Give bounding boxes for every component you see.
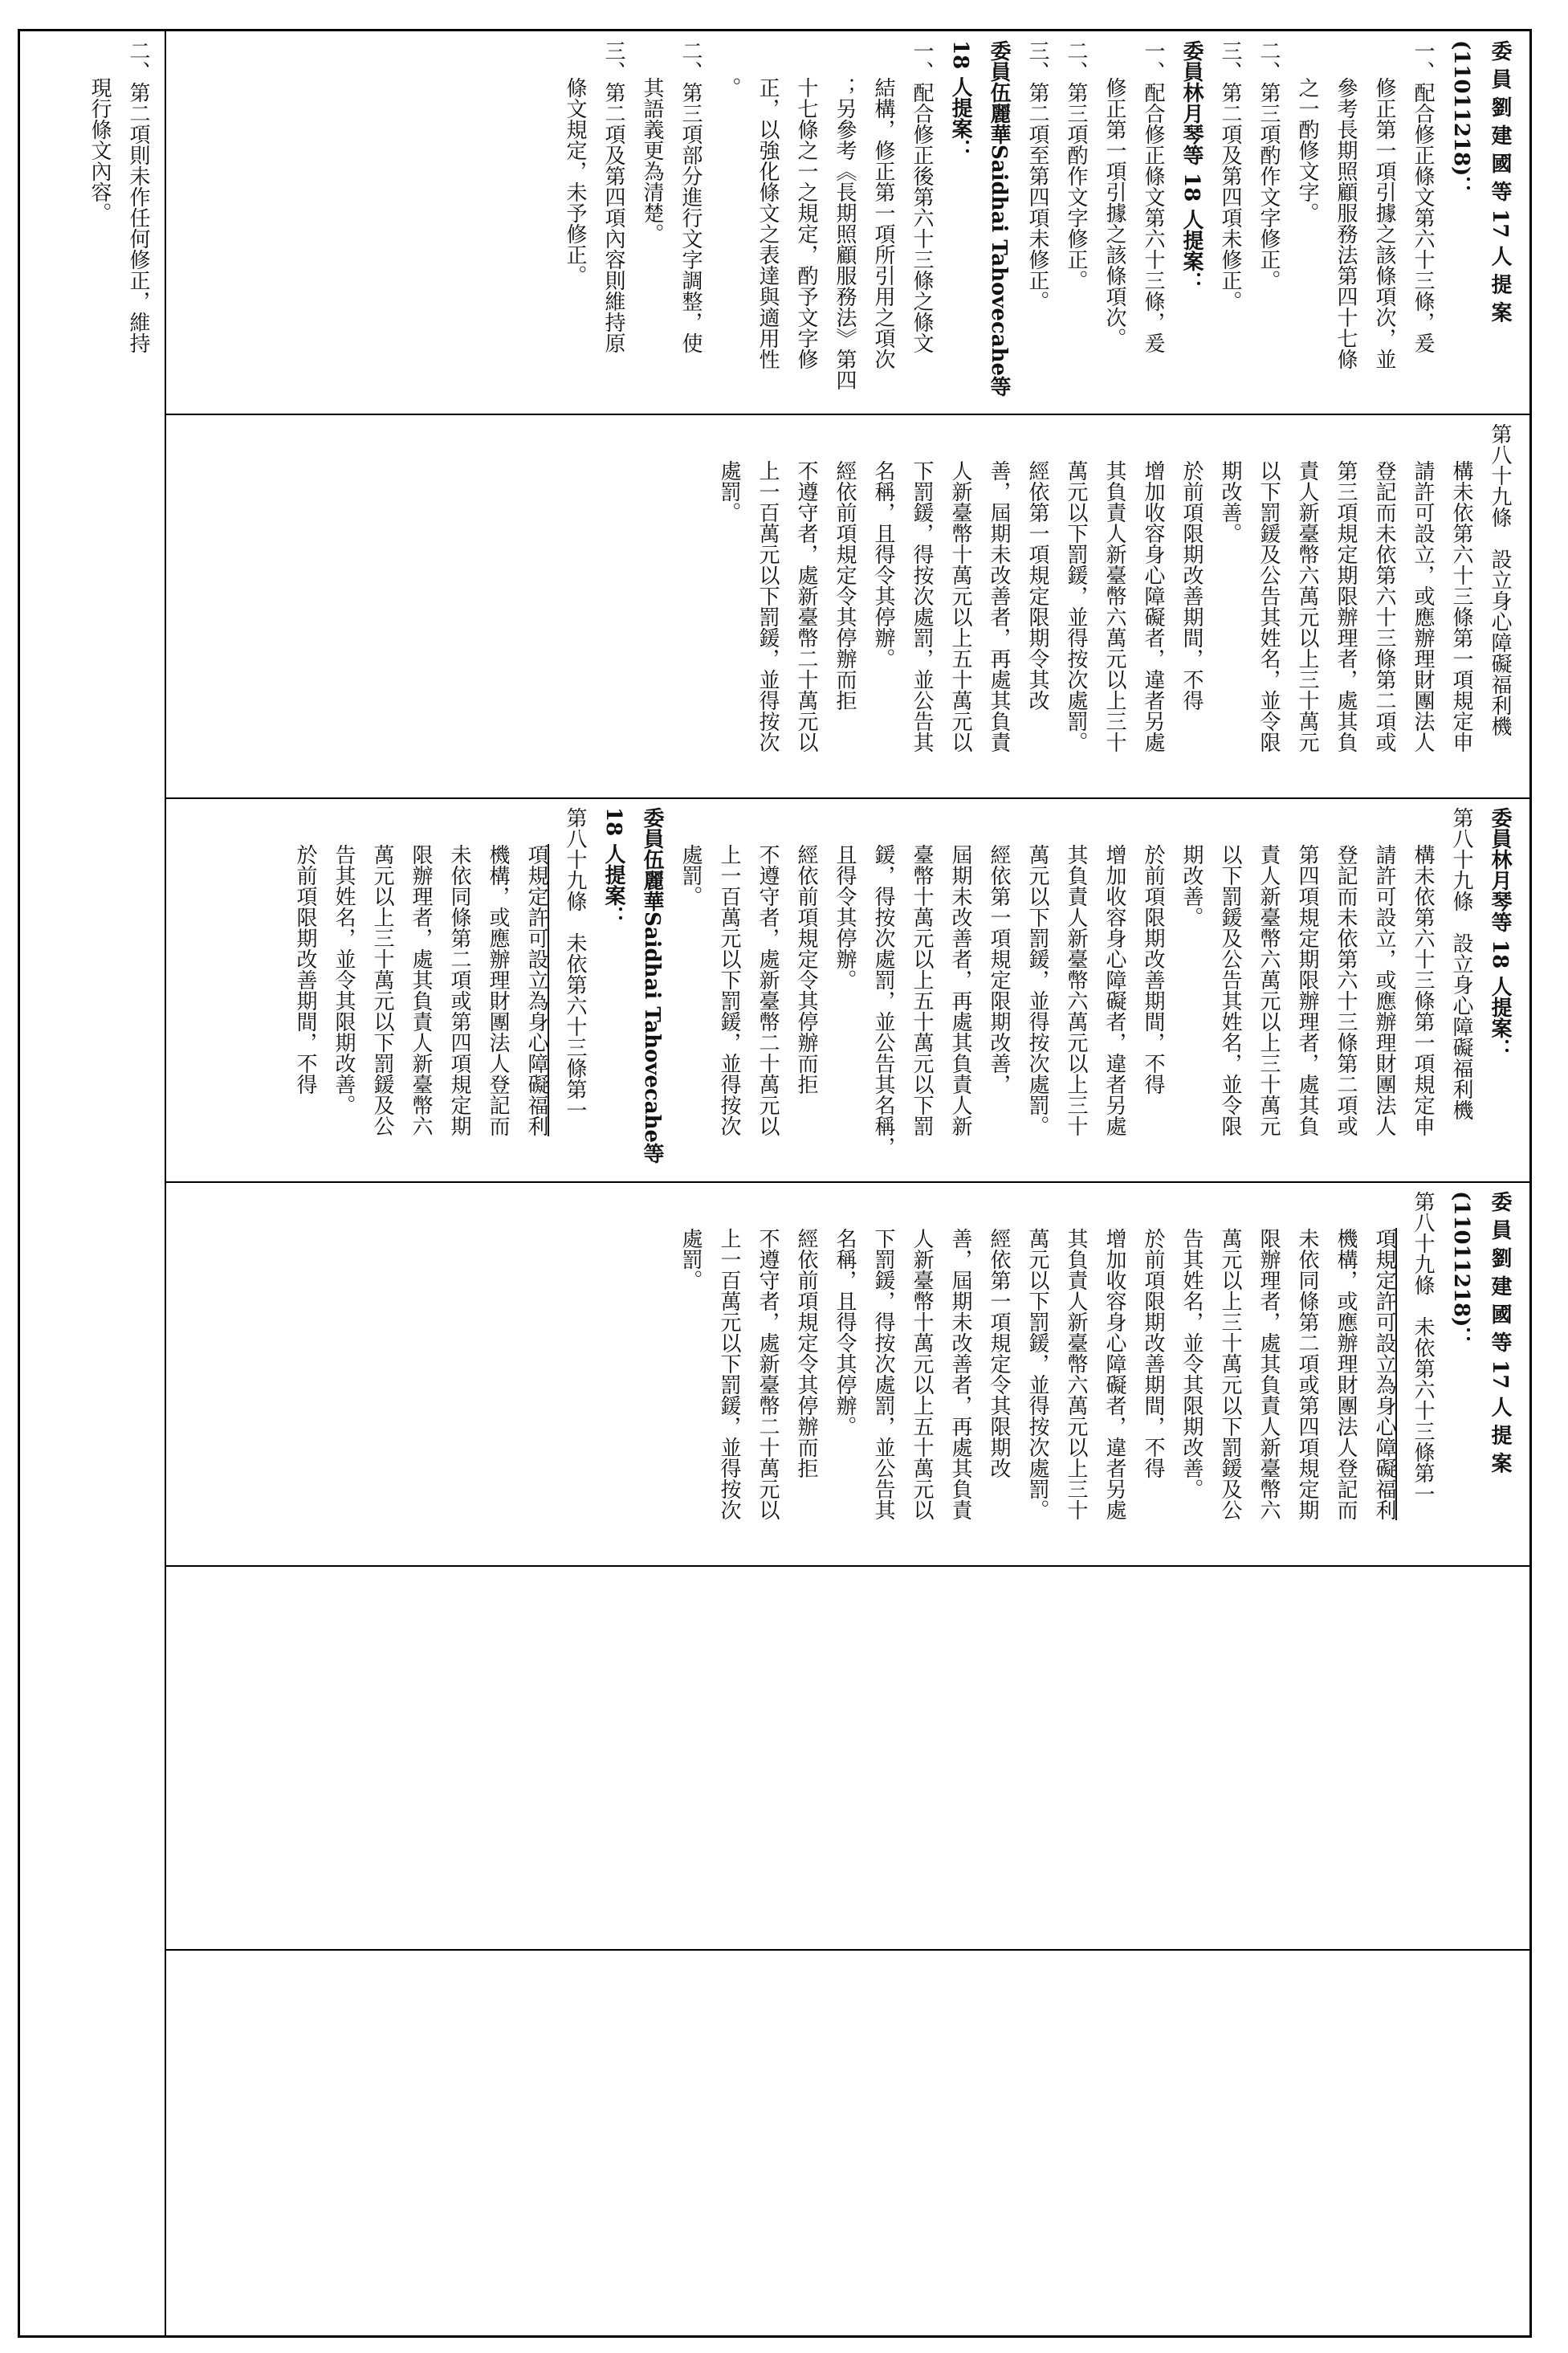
wu-proposer-heading: 委員伍麗華Saidhai Tahovecahe等 [640, 807, 664, 1164]
wu-proposal-line-5: 限辦理者，處其負責人新臺幣六 [409, 844, 433, 1136]
liu-proposal-line-1: 第八十九條 未依第六十三條第一 [1411, 1191, 1435, 1504]
row1-explanation-cell [22, 35, 162, 410]
liu-proposal-line-7: 告其姓名，並令其限期改善。 [1179, 1228, 1203, 1499]
table-right-border [1529, 29, 1532, 2338]
explanation-lin-1a: 一、配合修正條文第六十三條，爰 [1141, 40, 1165, 353]
lin-proposal-line-14: 屆期未改善者，再處其負責人新 [948, 844, 972, 1136]
lin-proposal-line-9: 於前項限期改善期間，不得 [1141, 844, 1165, 1095]
explanation-lin-2: 二、第三項酌作文字修正。 [1064, 40, 1088, 291]
explanation-lin-3: 三、第二項至第四項未修正。 [1025, 40, 1049, 312]
lin-proposal-line-15: 臺幣十萬元以上五十萬元以下罰 [910, 844, 934, 1136]
wu-proposal-line-4: 未依同條第二項或第四項規定期 [447, 844, 471, 1136]
current-law-line-9: 於前項限期改善期間，不得 [1179, 460, 1203, 711]
explanation-liu-3: 三、第二項及第四項未修正。 [1218, 40, 1242, 312]
table-bottom-border [18, 2335, 1531, 2338]
lin-proposal-line-19: 不遵守者，處新臺幣二十萬元以 [755, 844, 780, 1136]
lin-proposal-line-20: 上一百萬元以下罰鍰，並得按次 [717, 844, 741, 1136]
explanation-proposer-wu: 委員伍麗華Saidhai Tahovecahe等 [987, 40, 1011, 398]
current-law-line-8: 期改善。 [1218, 460, 1242, 544]
liu-proposal-line-10: 其負責人新臺幣六萬元以上三十 [1064, 1228, 1088, 1520]
current-law-line-13: 經依第一項規定限期令其改 [1025, 460, 1049, 711]
lin-proposal-line-2: 構未依第六十三條第一項規定申 [1411, 844, 1435, 1136]
liu-proposal-line-18: 不遵守者，處新臺幣二十萬元以 [755, 1228, 780, 1520]
liu-proposal-line-11: 萬元以下罰鍰，並得按次處罰。 [1025, 1228, 1049, 1520]
current-law-line-5: 第三項規定期限辦理者，處其負 [1334, 460, 1358, 752]
wu-proposal-line-7: 告其姓名，並令其限期改善。 [332, 844, 356, 1115]
liu-proposal-line-4: 未依同條第二項或第四項規定期 [1295, 1228, 1319, 1520]
lin-wu-proposal-cell [169, 802, 1525, 1178]
lin-proposal-line-5: 第四項規定期限辦理者，處其負 [1295, 844, 1319, 1136]
current-law-line-21: 處罰。 [717, 460, 741, 523]
column-divider-1 [165, 414, 1531, 415]
explanation-wu-2a: 二、第三項部分進行文字調整，使 [678, 40, 703, 353]
current-law-line-15: 人新臺幣十萬元以上五十萬元以 [948, 460, 972, 752]
lin-proposal-line-1: 第八十九條 設立身心障礙福利機 [1449, 807, 1473, 1120]
explanation-wu-3b: 條文規定，未予修正。 [563, 77, 587, 286]
current-law-line-10: 增加收容身心障礙者，違者另處 [1141, 460, 1165, 752]
explanation-lin-1b: 修正第一項引據之該條項次。 [1102, 77, 1126, 349]
explanation-proposer-liu: 委 員 劉 建 國 等 17 人 提 案 [1488, 40, 1512, 323]
column-divider-3 [165, 1181, 1531, 1183]
liu-proposal-line-15: 下罰鍰，得按次處罰，並公告其 [871, 1228, 895, 1520]
table-top-border [18, 29, 1531, 31]
lin-proposal-line-17: 且得令其停辦。 [833, 844, 857, 990]
explanation-liu-2: 二、第三項酌作文字修正。 [1256, 40, 1281, 291]
lin-proposal-line-18: 經依前項規定令其停辦而拒 [794, 844, 818, 1095]
table-left-border [18, 29, 20, 2338]
column-divider-5 [165, 1949, 1531, 1951]
lin-proposal-line-11: 其負責人新臺幣六萬元以上三十 [1064, 844, 1088, 1136]
explanation-wu-1f: 。 [717, 77, 741, 98]
row1-explanation-line-1: 二、第二項則未作任何修正，維持 [126, 40, 150, 353]
liu-proposer-heading: 委 員 劉 建 國 等 17 人 提 案 [1488, 1191, 1512, 1474]
wu-proposal-line-8: 於前項限期改善期間，不得 [293, 844, 317, 1095]
liu-proposal-line-3: 機構，或應辦理財團法人登記而 [1334, 1228, 1358, 1520]
wu-proposal-line-6: 萬元以上三十萬元以下罰鍰及公 [370, 844, 394, 1136]
blank-cell-1 [169, 1570, 1525, 1946]
row-divider [165, 29, 166, 2338]
blank-cell-2 [169, 1954, 1525, 2331]
current-law-line-3: 請許可設立，或應辦理財團法人 [1411, 460, 1435, 752]
liu-proposal-line-12: 經依第一項規定令其限期改 [987, 1228, 1011, 1478]
wu-proposal-line-3: 機構，或應辦理財團法人登記而 [486, 844, 510, 1136]
current-law-line-17: 名稱，且得令其停辦。 [871, 460, 895, 669]
current-law-line-1: 第八十九條 設立身心障礙福利機 [1488, 423, 1512, 736]
lin-proposal-line-13: 經依第一項規定限期改善， [987, 844, 1011, 1095]
liu-proposal-line-13: 善，屆期未改善者，再處其負責 [948, 1228, 972, 1520]
current-law-line-4: 登記而未依第六十三條第二項或 [1372, 460, 1396, 752]
lin-proposal-line-7: 以下罰鍰及公告其姓名，並令限 [1218, 844, 1242, 1136]
explanation-wu-2b: 其語義更為清楚。 [640, 77, 664, 244]
wu-proposal-line-2: 項規定許可設立為身心障礙福利 [524, 844, 548, 1136]
liu-proposal-line-5: 限辦理者，處其負責人新臺幣六 [1256, 1228, 1281, 1520]
explanation-liu-1b: 修正第一項引據之該條項次，並 [1372, 77, 1396, 369]
explanation-wu-3a: 三、第二項及第四項內容則維持原 [601, 40, 625, 353]
current-law-line-2: 構未依第六十三條第一項規定申 [1449, 460, 1473, 752]
wu-proposal-line-1: 第八十九條 未依第六十三條第一 [563, 807, 587, 1120]
lin-proposer-heading: 委員林月琴等 18 人提案： [1488, 807, 1512, 1060]
explanation-liu-1a: 一、配合修正條文第六十三條，爰 [1411, 40, 1435, 353]
lin-proposal-line-21: 處罰。 [678, 844, 703, 907]
liu-proposal-cell [169, 1186, 1525, 1562]
explanation-wu-1e: 正，以強化條文之表達與適用性 [755, 77, 780, 369]
current-law-line-7: 以下罰鍰及公告其姓名，並令限 [1256, 460, 1281, 752]
column-divider-2 [165, 797, 1531, 799]
current-law-line-19: 不遵守者，處新臺幣二十萬元以 [794, 460, 818, 752]
wu-proposer-count: 18 人提案： [601, 807, 625, 928]
lin-proposal-line-12: 萬元以下罰鍰，並得按次處罰。 [1025, 844, 1049, 1136]
liu-proposal-line-19: 上一百萬元以下罰鍰，並得按次 [717, 1228, 741, 1520]
liu-proposal-line-17: 經依前項規定令其停辦而拒 [794, 1228, 818, 1478]
explanation-liu-1c: 參考長期照顧服務法第四十七條 [1334, 77, 1358, 369]
explanation-proposer-lin: 委員林月琴等 18 人提案： [1179, 40, 1203, 293]
current-law-line-18: 經依前項規定令其停辦而拒 [833, 460, 857, 711]
lin-proposal-line-6: 責人新臺幣六萬元以上三十萬元 [1256, 844, 1281, 1136]
explanation-proposer-wu-count: 18 人提案： [948, 40, 972, 161]
current-law-line-6: 責人新臺幣六萬元以上三十萬元 [1295, 460, 1319, 752]
explanation-liu-1d: 之一酌修文字。 [1295, 77, 1319, 223]
lin-proposal-line-8: 期改善。 [1179, 844, 1203, 928]
current-law-cell [169, 418, 1525, 794]
liu-proposal-line-6: 萬元以上三十萬元以下罰鍰及公 [1218, 1228, 1242, 1520]
lin-proposal-line-16: 鍰，得按次處罰，並公告其名稱， [871, 844, 895, 1157]
liu-proposal-line-14: 人新臺幣十萬元以上五十萬元以 [910, 1228, 934, 1520]
row1-explanation-line-2: 現行條文內容。 [88, 77, 112, 223]
liu-proposal-line-2: 項規定許可設立為身心障礙福利 [1372, 1228, 1396, 1520]
liu-proposer-id: (11011218)： [1449, 1191, 1473, 1348]
explanation-wu-1c: ；另參考《長期照顧服務法》第四 [833, 77, 857, 390]
explanation-proposer-liu-id: (11011218)： [1449, 40, 1473, 198]
explanation-wu-1b: 結構，修正第一項所引用之項次 [871, 77, 895, 369]
liu-proposal-line-16: 名稱，且得令其停辦。 [833, 1228, 857, 1437]
current-law-line-14: 善，屆期未改善者，再處其負責 [987, 460, 1011, 752]
lin-proposal-line-10: 增加收容身心障礙者，違者另處 [1102, 844, 1126, 1136]
explanation-cell [169, 35, 1525, 410]
liu-proposal-line-9: 增加收容身心障礙者，違者另處 [1102, 1228, 1126, 1520]
lin-proposal-line-3: 請許可設立，或應辦理財團法人 [1372, 844, 1396, 1136]
current-law-line-12: 萬元以下罰鍰，並得按次處罰。 [1064, 460, 1088, 752]
lin-proposal-line-4: 登記而未依第六十三條第二項或 [1334, 844, 1358, 1136]
current-law-line-11: 其負責人新臺幣六萬元以上三十 [1102, 460, 1126, 752]
liu-proposal-line-8: 於前項限期改善期間，不得 [1141, 1228, 1165, 1478]
liu-proposal-line-20: 處罰。 [678, 1228, 703, 1291]
explanation-wu-1d: 十七條之一之規定，酌予文字修 [794, 77, 818, 369]
explanation-wu-1a: 一、配合修正後第六十三條之條文 [910, 40, 934, 353]
current-law-line-16: 下罰鍰，得按次處罰，並公告其 [910, 460, 934, 752]
current-law-line-20: 上一百萬元以下罰鍰，並得按次 [755, 460, 780, 752]
column-divider-4 [165, 1565, 1531, 1567]
